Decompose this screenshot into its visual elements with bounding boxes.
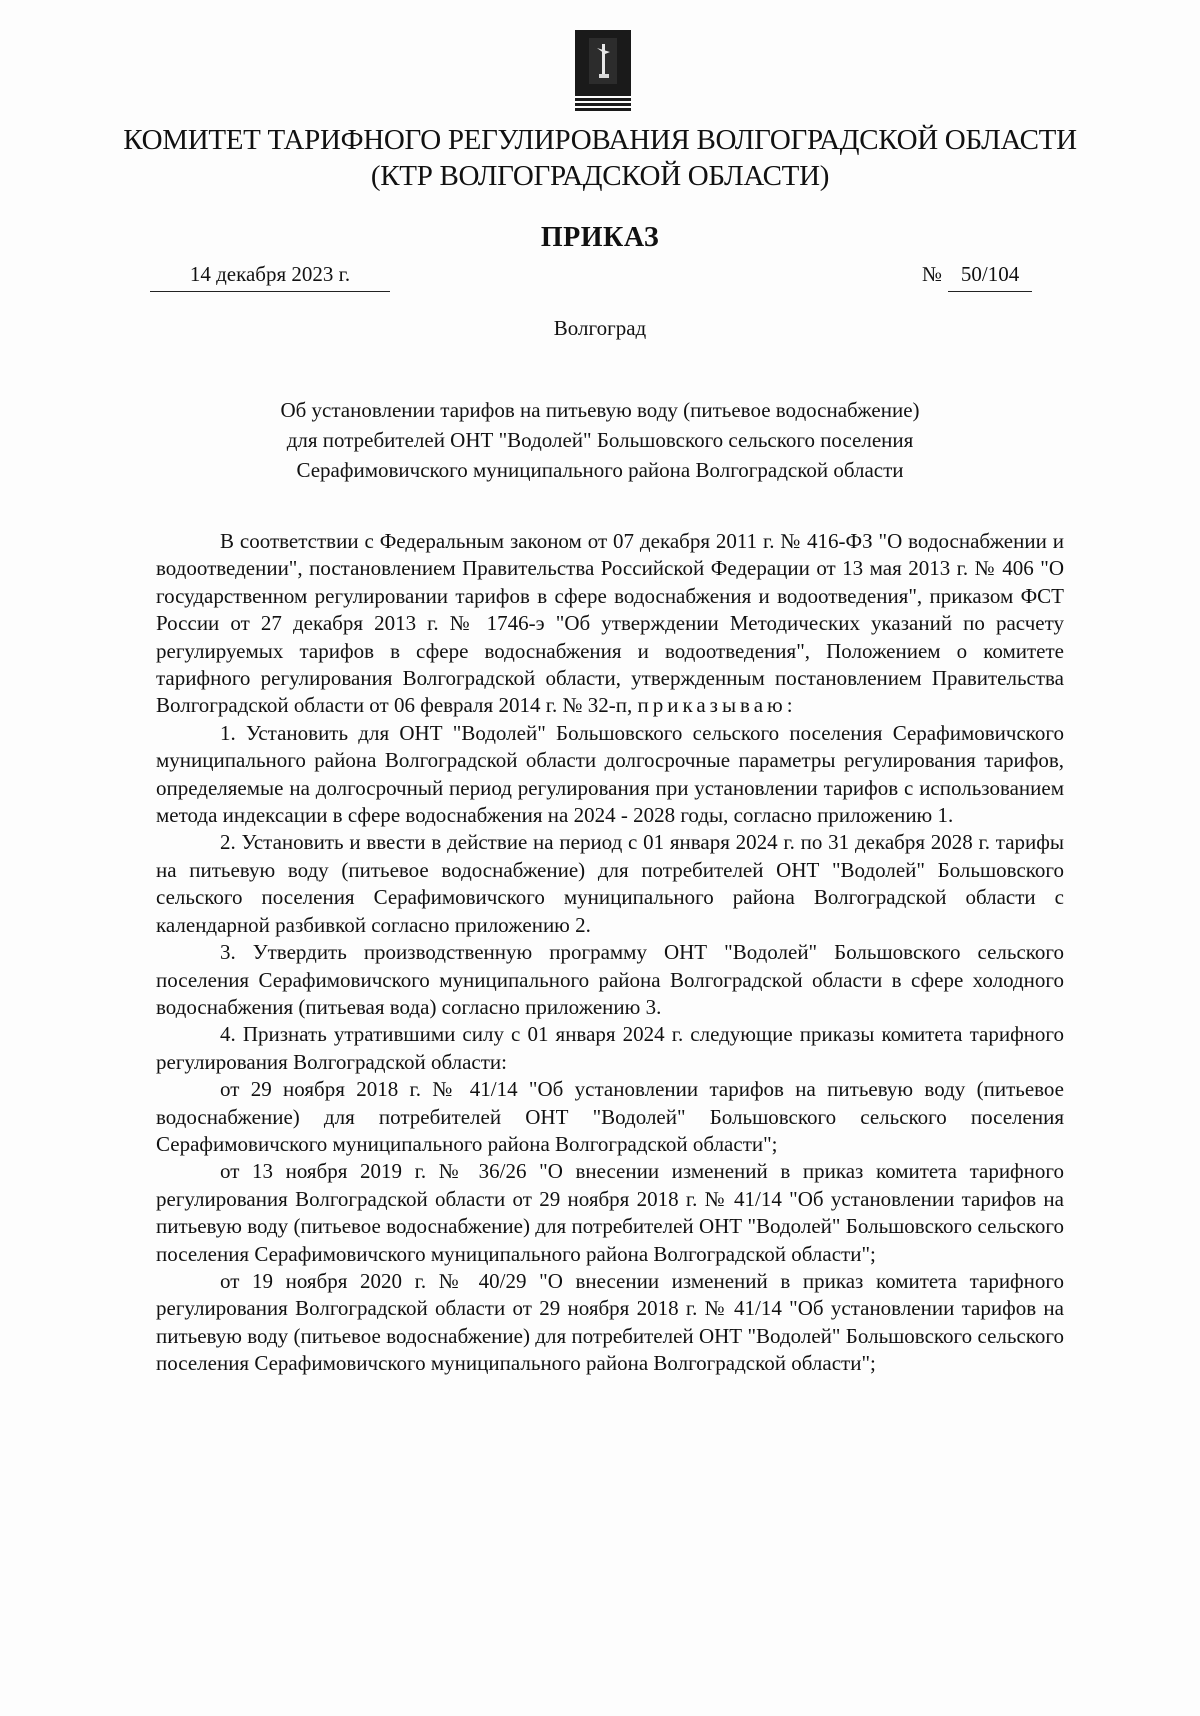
order-subject bbox=[0, 395, 1200, 485]
committee-name-line2: (КТР ВОЛГОГРАДСКОЙ ОБЛАСТИ) bbox=[370, 160, 830, 192]
order-title: ПРИКАЗ bbox=[540, 222, 660, 253]
committee-name-line1: КОМИТЕТ ТАРИФНОГО РЕГУЛИРОВАНИЯ ВОЛГОГРАДСКОЙ ОБЛАСТИ bbox=[123, 124, 1077, 156]
repealed-order-paragraph: от 29 ноября 2018 г. № 41/14 "Об установлении тарифов на питьевую воду (питьевое водоснабжение) для потребителей ОНТ "Водолей" Большовского сельского поселения Серафимовичского муниципального района Волгоградской области"; bbox=[156, 1077, 1064, 1156]
preamble-text: В соответствии с Федеральным законом от 07 декабря 2011 г. № 416-ФЗ "О водоснабжении и водоотведении", постановлением Правительства Российской Федерации от 13 мая 2013 г. № 406 "О государственном регулировании тарифов в сфере водоснабжения и водоотведения", приказом ФСТ России от 27 декабря 2013 г. № 1746-э "Об утверждении Методических указаний по расчету регулируемых тарифов в сфере водоснабжения и водоотведения", Положением о комитете тарифного регулирования Волгоградской области, утвержденным постановлением Правительства Волгоградской области от 06 февраля 2014 г. № 32-п, bbox=[156, 529, 1064, 718]
repealed-order-paragraph: от 19 ноября 2020 г. № 40/29 "О внесении изменений в приказ комитета тарифного регулирования Волгоградской области от 29 ноября 2018 г. № 41/14 "Об установлении тарифов на питьевую воду (питьевое водоснабжение) для потребителей ОНТ "Водолей" Большовского сельского поселения Серафимовичского муниципального района Волгоградской области"; bbox=[156, 1268, 1064, 1376]
item-paragraph: 3. Утвердить производственную программу ОНТ "Водолей" Большовского сельского поселения Серафимовичского муниципального района Волгоградской области в сфере холодного водоснабжения (питьевая вода) согласно приложению 3. bbox=[156, 940, 1064, 1019]
order-number-label: № bbox=[922, 262, 943, 286]
committee-name bbox=[0, 122, 1200, 194]
order-number-value: 50/104 bbox=[948, 262, 1032, 292]
order-body bbox=[156, 528, 1064, 1378]
item-paragraph: 1. Установить для ОНТ "Водолей" Большовского сельского поселения Серафимовичского муниципального района Волгоградской области долгосрочные параметры регулирования тарифов, определяемые на долгосрочный период регулирования при установлении тарифов с использованием метода индексации в сфере водоснабжения на 2024 - 2028 годы, согласно приложению 1. bbox=[156, 720, 1064, 828]
subject-line3: Серафимовичского муниципального района Волгоградской области bbox=[296, 458, 904, 482]
item-paragraph: 2. Установить и ввести в действие на период с 01 января 2024 г. по 31 декабря 2028 г. тарифы на питьевую воду (питьевое водоснабжение) для потребителей ОНТ "Водолей" Большовского сельского поселения Серафимовичского муниципального района Волгоградской области с календарной разбивкой согласно приложению 2. bbox=[156, 830, 1064, 937]
item-paragraph: 4. Признать утратившими силу с 01 января 2024 г. следующие приказы комитета тарифного регулирования Волгоградской области: bbox=[156, 1022, 1064, 1074]
order-number bbox=[922, 262, 1032, 292]
order-date: 14 декабря 2023 г. bbox=[150, 262, 390, 292]
order-city: Волгоград bbox=[553, 316, 647, 340]
subject-line1: Об установлении тарифов на питьевую воду (питьевое водоснабжение) bbox=[280, 398, 920, 422]
order-word: приказываю: bbox=[637, 693, 797, 718]
repealed-order-paragraph: от 13 ноября 2019 г. № 36/26 "О внесении изменений в приказ комитета тарифного регулирования Волгоградской области от 29 ноября 2018 г. № 41/14 "Об установлении тарифов на питьевую воду (питьевое водоснабжение) для потребителей ОНТ "Водолей" Большовского сельского поселения Серафимовичского муниципального района Волгоградской области"; bbox=[156, 1159, 1064, 1266]
subject-line2: для потребителей ОНТ "Водолей" Большовского сельского поселения bbox=[286, 428, 914, 452]
preamble-paragraph bbox=[156, 528, 1064, 720]
volgograd-coat-of-arms-icon bbox=[575, 30, 631, 114]
